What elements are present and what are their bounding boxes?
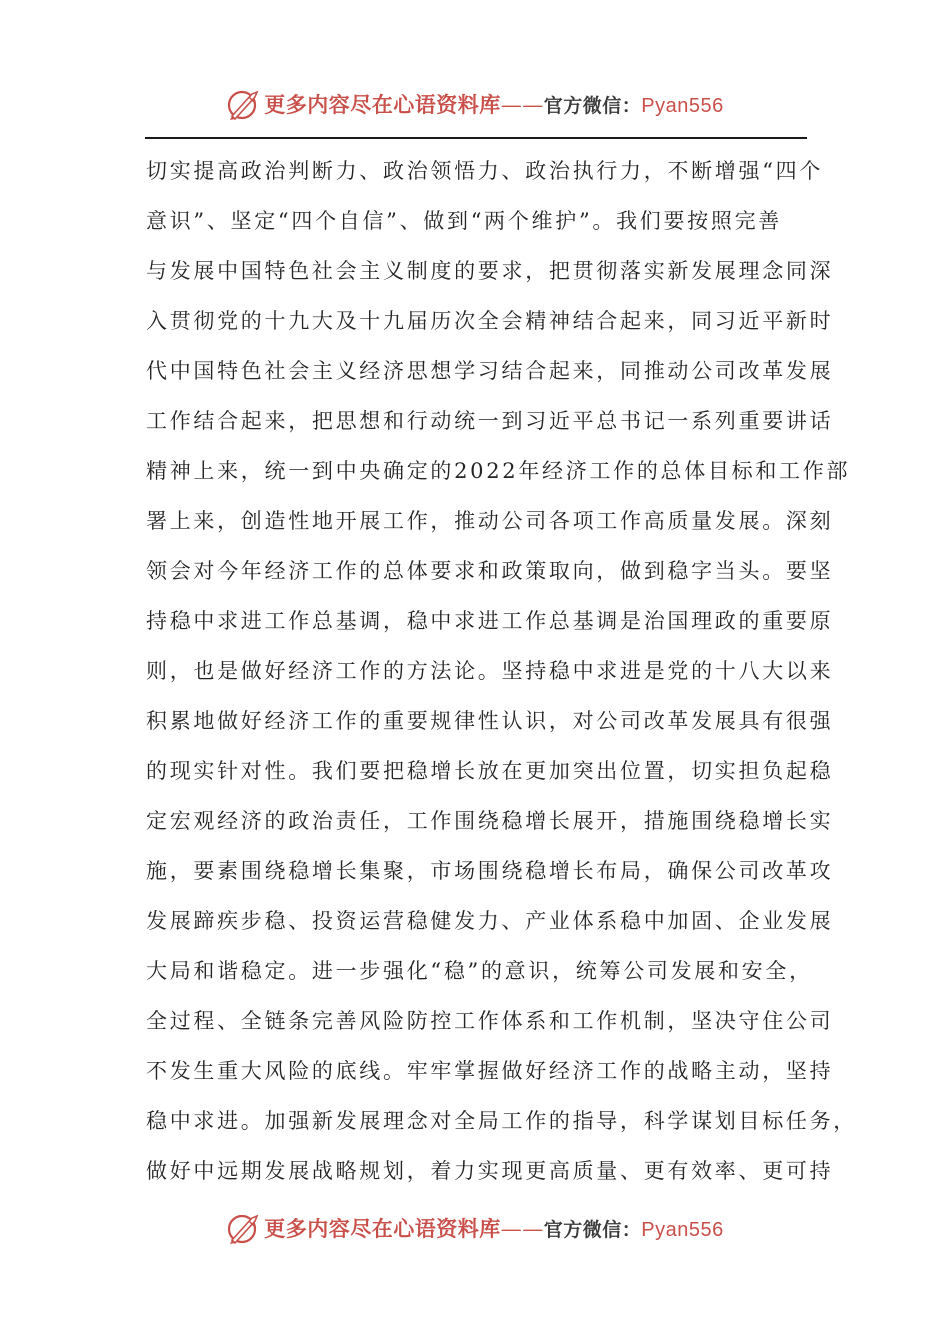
text-line: 则，也是做好经济工作的方法论。坚持稳中求进是党的十八大以来 <box>146 659 834 683</box>
text-line: 定宏观经济的政治责任，工作围绕稳增长展开，措施围绕稳增长实 <box>146 809 834 833</box>
text-line: 不发生重大风险的底线。牢牢掌握做好经济工作的战略主动，坚持 <box>146 1059 834 1083</box>
text-line: 积累地做好经济工作的重要规律性认识，对公司改革发展具有很强 <box>146 709 834 733</box>
pen-circle-logo-icon <box>226 1210 262 1246</box>
text-line: 署上来，创造性地开展工作，推动公司各项工作高质量发展。深刻 <box>146 509 834 533</box>
text-line: 入贯彻党的十九大及十九届历次全会精神结合起来，同习近平新时 <box>146 309 834 333</box>
document-body <box>146 146 857 1196</box>
footer-text <box>264 1213 723 1243</box>
text-line: 做好中远期发展战略规划，着力实现更高质量、更有效率、更可持 <box>146 1159 834 1183</box>
footer-banner <box>0 1208 950 1248</box>
text-line: 发展蹄疾步稳、投资运营稳健发力、产业体系稳中加固、企业发展 <box>146 909 834 933</box>
header-banner <box>0 84 950 124</box>
text-line: 全过程、全链条完善风险防控工作体系和工作机制，坚决守住公司 <box>146 1009 834 1033</box>
footer-brand: 官方微信： <box>543 1219 642 1241</box>
header-dash: —— <box>500 93 544 117</box>
text-line: 领会对今年经济工作的总体要求和政策取向，做到稳字当头。要坚 <box>146 559 834 583</box>
text-line: 切实提高政治判断力、政治领悟力、政治执行力，不断增强“四个 <box>146 159 824 183</box>
header-wechat-id: Pyan556 <box>641 95 724 117</box>
footer-dash: —— <box>500 1217 544 1241</box>
text-line: 工作结合起来，把思想和行动统一到习近平总书记一系列重要讲话 <box>146 409 834 433</box>
header-text <box>264 89 723 119</box>
header-brand: 官方微信： <box>543 95 642 117</box>
text-line: 施，要素围绕稳增长集聚，市场围绕稳增长布局，确保公司改革攻 <box>146 859 834 883</box>
text-line: 稳中求进。加强新发展理念对全局工作的指导，科学谋划目标任务， <box>146 1109 857 1133</box>
header-lead: 更多内容尽在心语资料库 <box>264 92 501 117</box>
text-line: 的现实针对性。我们要把稳增长放在更加突出位置，切实担负起稳 <box>146 759 834 783</box>
text-line: 代中国特色社会主义经济思想学习结合起来，同推动公司改革发展 <box>146 359 834 383</box>
text-line: 持稳中求进工作总基调，稳中求进工作总基调是治国理政的重要原 <box>146 609 834 633</box>
text-line: 大局和谐稳定。进一步强化“稳”的意识，统筹公司发展和安全， <box>146 959 813 983</box>
footer-wechat-id: Pyan556 <box>641 1219 724 1241</box>
text-line: 与发展中国特色社会主义制度的要求，把贯彻落实新发展理念同深 <box>146 259 834 283</box>
pen-circle-logo-icon <box>226 86 262 122</box>
footer-lead: 更多内容尽在心语资料库 <box>264 1216 501 1241</box>
header-divider <box>145 137 807 139</box>
text-line: 意识”、坚定“四个自信”、做到“两个维护”。我们要按照完善 <box>146 209 782 233</box>
text-line: 精神上来，统一到中央确定的2022年经济工作的总体目标和工作部 <box>146 459 851 483</box>
